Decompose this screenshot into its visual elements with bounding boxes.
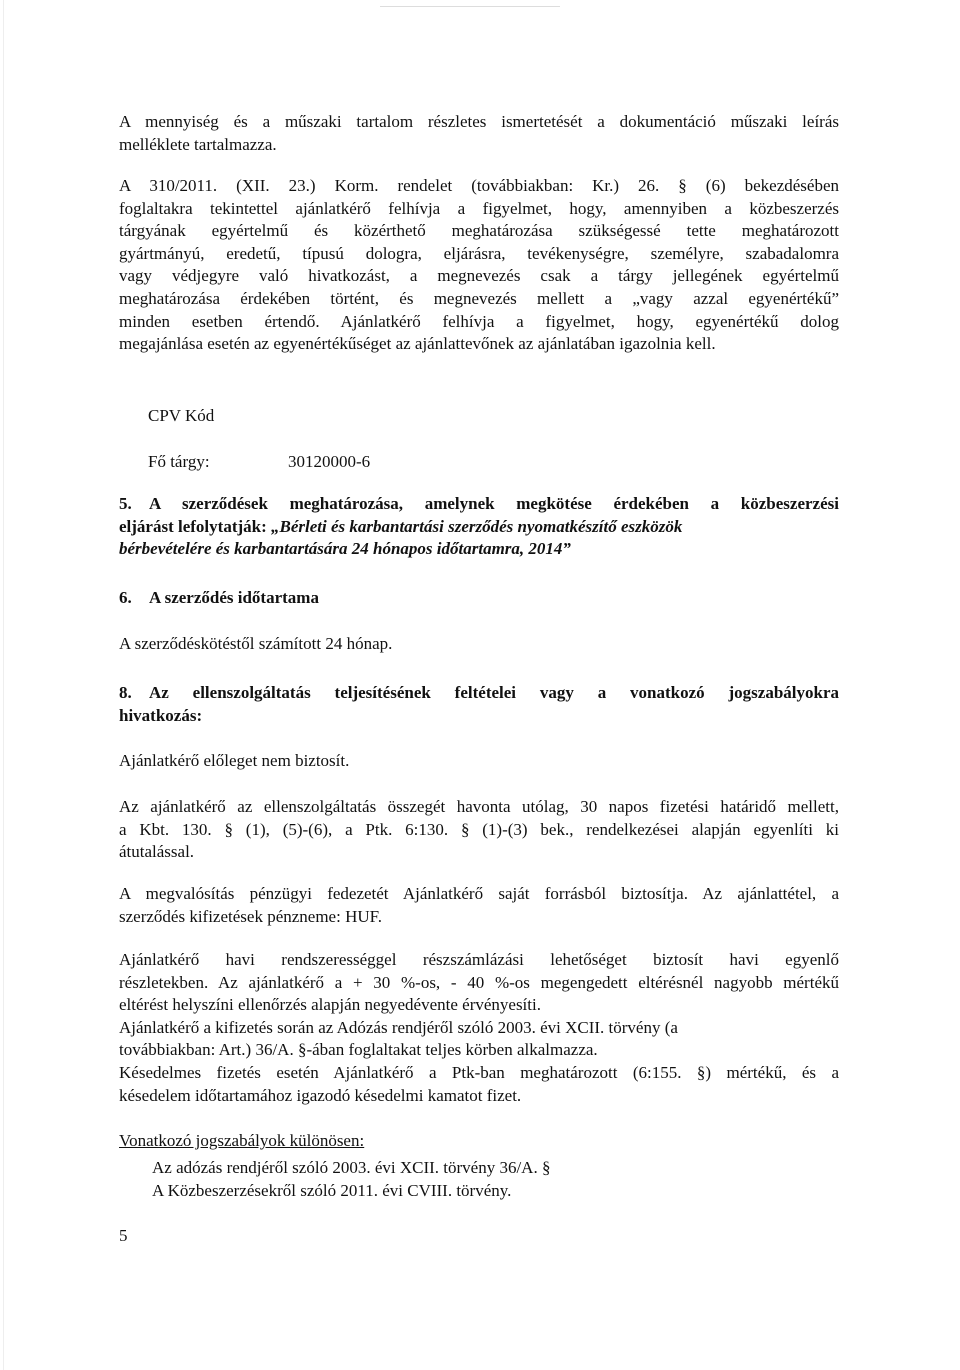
text-line: késedelem időtartamához igazodó késedelmi kamatot fizet. bbox=[119, 1085, 522, 1105]
section-8-title-line-1 bbox=[119, 682, 839, 705]
section-8-heading bbox=[119, 682, 839, 727]
cpv-heading: CPV Kód bbox=[148, 406, 215, 425]
text-line: tárgyának egyértelmű és közérthető meghatározása szükségessé tette meghatározott bbox=[119, 221, 839, 241]
contract-name-part-2: bérbevételére és karbantartására 24 hónapos időtartamra, 2014” bbox=[119, 539, 571, 559]
text-line: meghatározása érdekében történt, és megnevezés mellett a „vagy azzal egyenértékű” bbox=[119, 288, 839, 308]
text-line: melléklete tartalmazza. bbox=[119, 134, 277, 154]
scan-artifact-line bbox=[380, 6, 560, 7]
laws-heading bbox=[119, 1130, 839, 1153]
section-5-title: A szerződések meghatározása, amelynek megkötése érdekében a közbeszerzési bbox=[149, 494, 839, 513]
contract-duration: A szerződéskötéstől számított 24 hónap. bbox=[119, 634, 393, 653]
section-8-number: 8. bbox=[119, 683, 132, 702]
text-line: a Kbt. 130. § (1), (5)-(6), a Ptk. 6:130. § (1)-(3) bek., rendelkezései alapján egyenlíti ki bbox=[119, 819, 839, 839]
section-5-number: 5. bbox=[119, 494, 132, 513]
text-line: A 310/2011. (XII. 23.) Korm. rendelet (továbbiakban: Kr.) 26. § (6) bekezdésében bbox=[119, 176, 839, 195]
text-line: részletekben. Az ajánlatkérő a + 30 %-os, - 40 %-os megengedett eltérésnél nagyobb mértékű bbox=[119, 972, 839, 992]
text-line: A mennyiség és a műszaki tartalom részletes ismertetését a dokumentáció műszaki leírás bbox=[119, 112, 839, 131]
text-line: Az ajánlatkérő az ellenszolgáltatás összegét havonta utólag, 30 napos fizetési határidő mellett, bbox=[119, 797, 839, 816]
laws-list bbox=[152, 1157, 872, 1202]
section-8-title: Az ellenszolgáltatás teljesítésének feltételei vagy a vonatkozó jogszabályokra bbox=[149, 683, 839, 702]
law-item: A Közbeszerzésekről szóló 2011. évi CVIII. törvény. bbox=[152, 1180, 512, 1200]
scan-edge-line bbox=[3, 0, 4, 1370]
text-line: Ajánlatkérő havi rendszerességgel részszámlázási lehetőséget biztosít havi egyenlő bbox=[119, 950, 839, 969]
cpv-main-subject bbox=[148, 451, 868, 474]
text-line: átutalással. bbox=[119, 842, 195, 862]
text-line: Késedelmes fizetés esetén Ajánlatkérő a Ptk-ban meghatározott (6:155. §) mértékű, és a bbox=[119, 1062, 839, 1082]
text-line: foglaltakra tekintettel ajánlatkérő felhívja a figyelmet, hogy, amennyiben a közbeszerzés bbox=[119, 198, 839, 218]
paragraph-technical-description bbox=[119, 111, 839, 156]
law-item: Az adózás rendjéről szóló 2003. évi XCII. törvény 36/A. § bbox=[152, 1158, 551, 1177]
advance-payment: Ajánlatkérő előleget nem biztosít. bbox=[119, 751, 350, 770]
text-line: gyártmányú, eredetű, típusú dologra, eljárásra, tevékenységre, személyre, szabadalomra bbox=[119, 243, 839, 263]
cpv-code: 30120000-6 bbox=[288, 452, 371, 471]
text-line: minden esetben értendő. Ajánlatkérő felhívja a figyelmet, hogy, egyenértékű dolog bbox=[119, 311, 839, 331]
payment-terms bbox=[119, 796, 839, 864]
paragraph-kr-reference bbox=[119, 175, 839, 356]
section-6-heading bbox=[119, 587, 839, 610]
cpv-label: Fő tárgy: bbox=[148, 452, 210, 471]
text-line: megajánlása esetén az egyenértékűséget az ajánlattevőnek az ajánlatában igazolnia kell. bbox=[119, 334, 716, 354]
text-line: A megvalósítás pénzügyi fedezetét Ajánlatkérő saját forrásból biztosítja. Az ajánlattétel, a bbox=[119, 884, 839, 903]
billing-info bbox=[119, 949, 839, 1107]
page-number: 5 bbox=[119, 1226, 128, 1245]
section-6-title: A szerződés időtartama bbox=[149, 588, 319, 607]
text-line: szerződés kifizetések pénzneme: HUF. bbox=[119, 906, 382, 926]
section-5-line-1 bbox=[119, 493, 839, 516]
laws-heading-text: Vonatkozó jogszabályok különösen: bbox=[119, 1131, 365, 1150]
section-5-title-cont: eljárást lefolytatják: bbox=[119, 516, 272, 536]
section-5-line-2 bbox=[119, 516, 839, 539]
text-line: továbbiakban: Art.) 36/A. §-ában foglaltakat teljes körben alkalmazza. bbox=[119, 1040, 598, 1060]
section-8-title-line-2: hivatkozás: bbox=[119, 705, 203, 725]
funding-info bbox=[119, 883, 839, 928]
section-5 bbox=[119, 493, 839, 561]
section-6-number: 6. bbox=[119, 588, 132, 607]
contract-name-part-1: „Bérleti és karbantartási szerződés nyomatkészítő eszközök bbox=[271, 516, 683, 536]
text-line: vagy védjegyre való hivatkozást, a megnevezés csak a tárgy jellegének egyértelmű bbox=[119, 266, 839, 286]
text-line: Ajánlatkérő a kifizetés során az Adózás rendjéről szóló 2003. évi XCII. törvény (a bbox=[119, 1017, 678, 1037]
text-line: eltérést helyszíni ellenőrzés alapján negyedévente érvényesíti. bbox=[119, 995, 541, 1015]
